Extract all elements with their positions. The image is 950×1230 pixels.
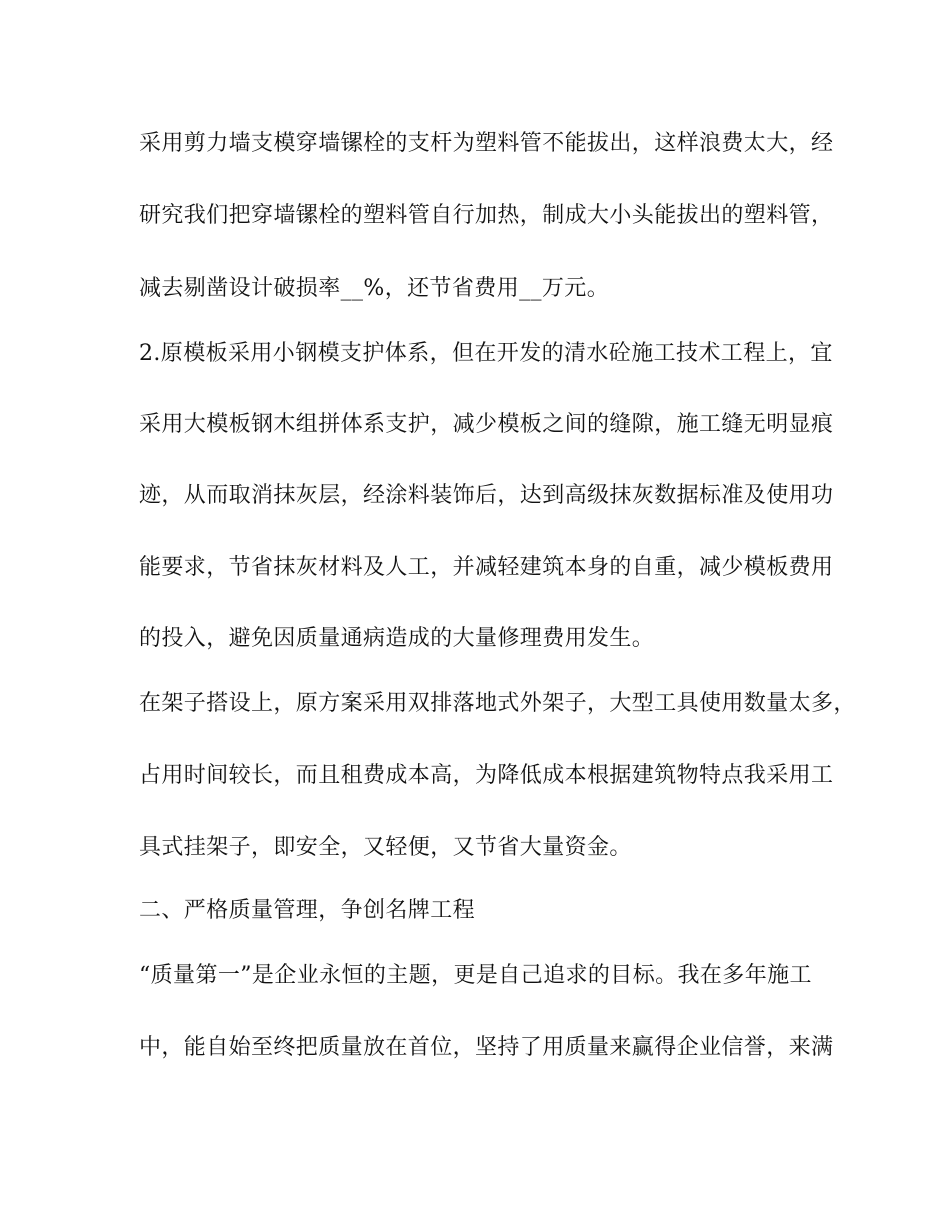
paragraph-line: 能要求，节省抹灰材料及人工，并减轻建筑本身的自重，减少模板费用	[139, 555, 834, 580]
paragraph-line: 采用大模板钢木组拼体系支护，减少模板之间的缝隙，施工缝无明显痕	[139, 412, 834, 437]
paragraph-line: 迹，从而取消抹灰层，经涂料装饰后，达到高级抹灰数据标准及使用功	[139, 483, 834, 508]
paragraph-line: 2.原模板采用小钢模支护体系，但在开发的清水砼施工技术工程上，宜	[139, 341, 833, 366]
paragraph-line: “质量第一”是企业永恒的主题，更是自己追求的目标。我在多年施工	[139, 963, 812, 988]
paragraph-line: 具式挂架子，即安全，又轻便，又节省大量资金。	[139, 835, 632, 860]
paragraph-line: 在架子搭设上，原方案采用双排落地式外架子，大型工具使用数量太多，	[139, 691, 856, 716]
paragraph-line: 占用时间较长，而且租费成本高，为降低成本根据建筑物特点我采用工	[139, 763, 834, 788]
paragraph-line: 研究我们把穿墙镙栓的塑料管自行加热，制成大小头能拔出的塑料管，	[139, 203, 834, 228]
paragraph-line: 中，能自始至终把质量放在首位，坚持了用质量来赢得企业信誉，来满	[139, 1035, 834, 1060]
paragraph-line: 的投入，避免因质量通病造成的大量修理费用发生。	[139, 626, 655, 651]
section-heading: 二、严格质量管理，争创名牌工程	[139, 898, 476, 923]
paragraph-line: 减去剔凿设计破损率__%，还节省费用__万元。	[139, 276, 610, 301]
paragraph-line: 采用剪力墙支模穿墙镙栓的支杆为塑料管不能拔出，这样浪费太大，经	[139, 131, 834, 156]
